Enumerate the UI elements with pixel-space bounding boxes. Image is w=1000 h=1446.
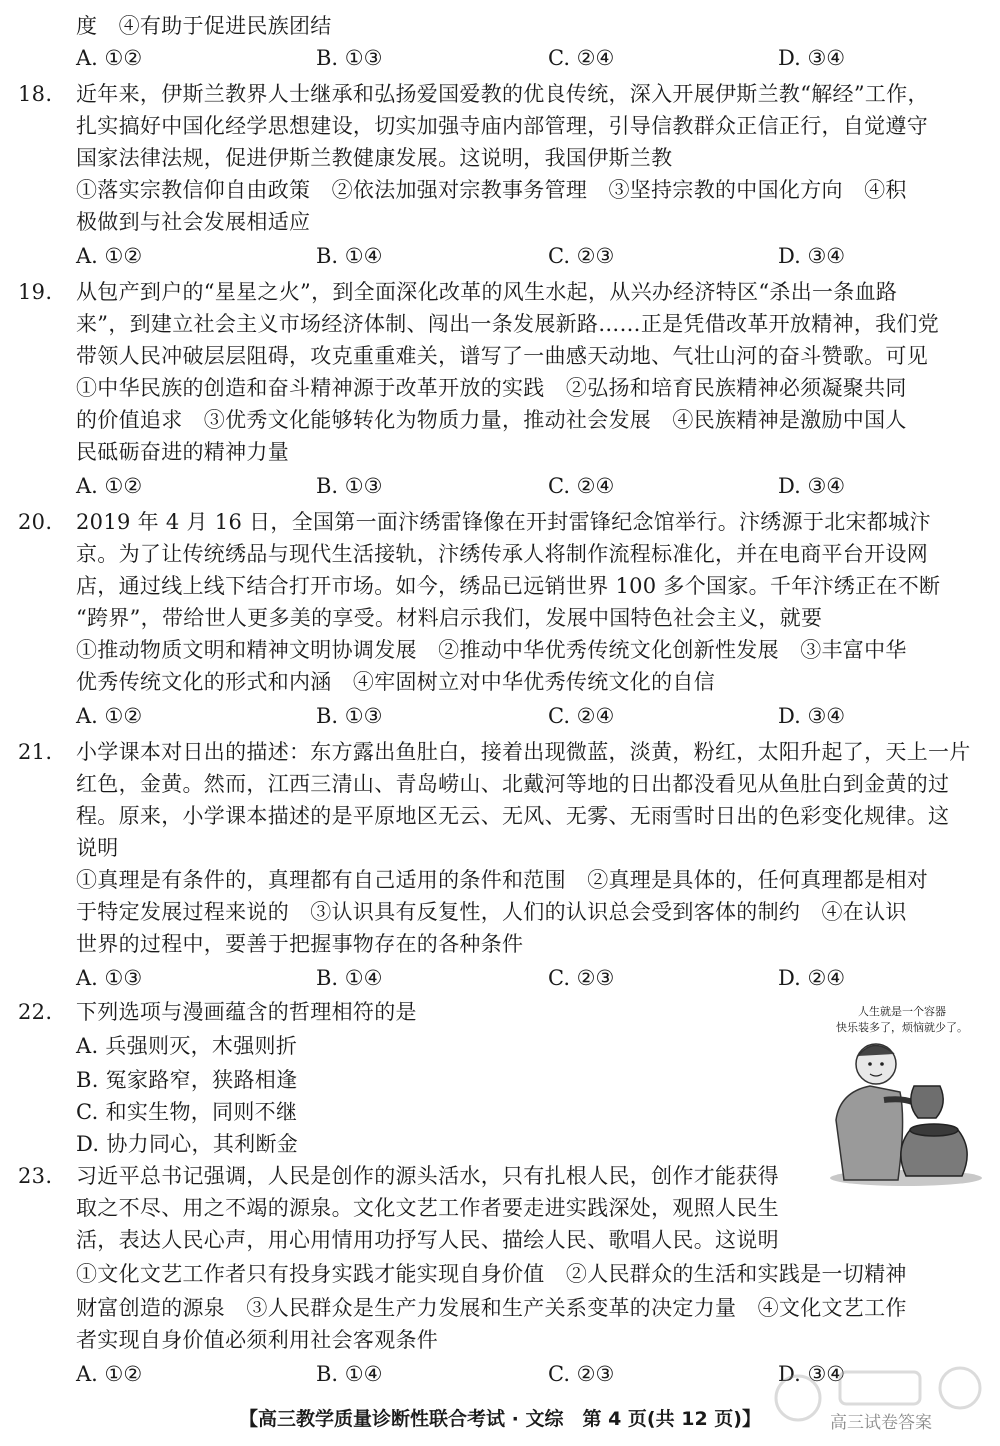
option-d: D. ③④: [778, 244, 846, 268]
question-line: 扎实搞好中国化经学思想建设，切实加强寺庙内部管理，引导信教群众正信正行，自觉遵守: [76, 114, 928, 138]
cartoon-caption-1: 人生就是一个容器: [858, 1005, 946, 1018]
option-a: A. ①②: [76, 1362, 143, 1386]
question-22: [18, 996, 417, 1028]
question-line: ①真理是有条件的，真理都有自己适用的条件和范围 ②真理是具体的，任何真理都是相对: [76, 868, 928, 892]
option-a: A. ①②: [76, 474, 143, 498]
question-line: 优秀传统文化的形式和内涵 ④牢固树立对中华优秀传统文化的自信: [76, 670, 715, 694]
question-text: 习近平总书记强调，人民是创作的源头活水，只有扎根人民，创作才能获得: [76, 1164, 779, 1188]
question-line: 民砥砺奋进的精神力量: [76, 440, 289, 464]
question-number: 21.: [18, 740, 53, 764]
question-line: 的价值追求 ③优秀文化能够转化为物质力量，推动社会发展 ④民族精神是激励中国人: [76, 408, 907, 432]
question-text: 下列选项与漫画蕴含的哲理相符的是: [76, 1000, 417, 1024]
page-footer: 【高三教学质量诊断性联合考试 · 文综 第 4 页(共 12 页)】: [239, 1408, 761, 1430]
question-number: 20.: [18, 510, 53, 534]
question-line: 京。为了让传统绣品与现代生活接轨，汴绣传承人将制作流程标准化，并在电商平台开设网: [76, 542, 928, 566]
question-line: 取之不尽、用之不竭的源泉。文化文艺工作者要走进实践深处，观照人民生: [76, 1196, 779, 1220]
question-line: 红色，金黄。然而，江西三清山、青岛崂山、北戴河等地的日出都没看见从鱼肚白到金黄的过: [76, 772, 950, 796]
question-number: 22.: [18, 1000, 53, 1024]
watermark-text: 高三试卷答案: [830, 1413, 932, 1433]
option-c: C. ②④: [548, 46, 615, 70]
question-number: 23.: [18, 1164, 53, 1188]
question-options: [76, 470, 896, 502]
question-19: [18, 276, 897, 308]
option-c: C. 和实生物，同则不继: [76, 1100, 298, 1124]
option-c: C. ②④: [548, 474, 615, 498]
question-line: 活，表达人民心声，用心用情用功抒写人民、描绘人民、歌唱人民。这说明: [76, 1228, 779, 1252]
question-line: 于特定发展过程来说的 ③认识具有反复性，人们的认识总会受到客体的制约 ④在认识: [76, 900, 907, 924]
option-a: A. 兵强则灭，木强则折: [76, 1034, 298, 1058]
option-d: D. ③④: [778, 474, 846, 498]
option-c: C. ②③: [548, 244, 615, 268]
question-text: 从包产到户的“星星之火”，到全面深化改革的风生水起，从兴办经济特区“杀出一条血路: [76, 280, 898, 304]
question-line: 世界的过程中，要善于把握事物存在的各种条件: [76, 932, 524, 956]
option-b: B. ①③: [316, 704, 383, 728]
option-b: B. ①③: [316, 474, 383, 498]
cartoon-caption-2: 快乐装多了，烦恼就少了。: [836, 1021, 968, 1034]
option-d: D. ③④: [778, 46, 846, 70]
option-c: C. ②③: [548, 966, 615, 990]
question-line: 极做到与社会发展相适应: [76, 210, 311, 234]
option-c: C. ②③: [548, 1362, 615, 1386]
question-line: ①中华民族的创造和奋斗精神源于改革开放的实践 ②弘扬和培育民族精神必须凝聚共同: [76, 376, 907, 400]
question-line: 财富创造的源泉 ③人民群众是生产力发展和生产关系变革的决定力量 ④文化文艺工作: [76, 1296, 907, 1320]
option-a: A. ①②: [76, 46, 143, 70]
option-b: B. ①③: [316, 46, 383, 70]
question-options: [76, 700, 896, 732]
option-a: A. ①②: [76, 244, 143, 268]
question-line: ①推动物质文明和精神文明协调发展 ②推动中华优秀传统文化创新性发展 ③丰富中华: [76, 638, 907, 662]
question-options: [76, 962, 896, 994]
cartoon-image: [814, 1000, 982, 1188]
option-a: A. ①②: [76, 704, 143, 728]
question-number: 18.: [18, 82, 53, 106]
question-text: 近年来，伊斯兰教界人士继承和弘扬爱国爱教的优良传统，深入开展伊斯兰教“解经”工作，: [76, 82, 929, 106]
option-b: B. ①④: [316, 1362, 383, 1386]
option-d: D. 协力同心，其利断金: [76, 1132, 299, 1156]
question-text: 小学课本对日出的描述：东方露出鱼肚白，接着出现微蓝，淡黄，粉红，太阳升起了，天上一片: [76, 740, 971, 764]
question-line: 程。原来，小学课本描述的是平原地区无云、无风、无雾、无雨雪时日出的色彩变化规律。这: [76, 804, 950, 828]
question-line: 来”，到建立社会主义市场经济体制、闯出一条发展新路……正是凭借改革开放精神，我们党: [76, 312, 940, 336]
question-line: 者实现自身价值必须利用社会客观条件: [76, 1328, 439, 1352]
option-d: D. ③④: [778, 1362, 846, 1386]
option-a: A. ①③: [76, 966, 143, 990]
option-d: D. ②④: [778, 966, 846, 990]
question-20: [18, 506, 931, 538]
option-d: D. ③④: [778, 704, 846, 728]
top-options: [76, 42, 896, 74]
question-line: 店，通过线上线下结合打开市场。如今，绣品已远销世界 100 多个国家。千年汴绣正在不断: [76, 574, 941, 598]
question-line: 带领人民冲破层层阻碍，攻克重重难关，谱写了一曲感天动地、气壮山河的奋斗赞歌。可见: [76, 344, 928, 368]
option-b: B. 冤家路窄，狭路相逢: [76, 1068, 298, 1092]
question-line: 说明: [76, 836, 119, 860]
option-b: B. ①④: [316, 966, 383, 990]
question-number: 19.: [18, 280, 53, 304]
question-21: [18, 736, 971, 768]
top-line: 度 ④有助于促进民族团结: [76, 14, 332, 38]
question-options: [76, 240, 896, 272]
question-line: “跨界”，带给世人更多美的享受。材料启示我们，发展中国特色社会主义，就要: [76, 606, 823, 630]
option-b: B. ①④: [316, 244, 383, 268]
question-line: ①落实宗教信仰自由政策 ②依法加强对宗教事务管理 ③坚持宗教的中国化方向 ④积: [76, 178, 907, 202]
question-text: 2019 年 4 月 16 日，全国第一面汴绣雷锋像在开封雷锋纪念馆举行。汴绣源于北宋都城汴: [76, 510, 931, 534]
question-18: [18, 78, 929, 110]
question-line: ①文化文艺工作者只有投身实践才能实现自身价值 ②人民群众的生活和实践是一切精神: [76, 1262, 907, 1286]
option-c: C. ②④: [548, 704, 615, 728]
question-23: [18, 1160, 779, 1192]
question-line: 国家法律法规，促进伊斯兰教健康发展。这说明，我国伊斯兰教: [76, 146, 673, 170]
